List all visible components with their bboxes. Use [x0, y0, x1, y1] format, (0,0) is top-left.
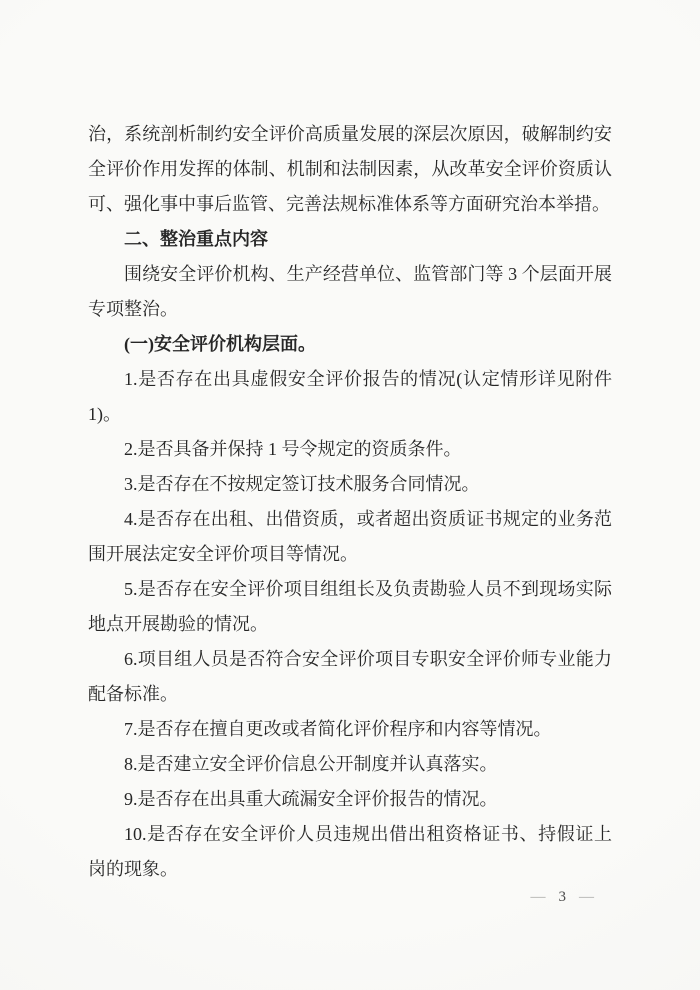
body-paragraph-overview: 围绕安全评价机构、生产经营单位、监管部门等 3 个层面开展专项整治。 — [88, 264, 612, 319]
checklist-item-2: 2.是否具备并保持 1 号令规定的资质条件。 — [124, 439, 462, 459]
page-number-dash-left: — — [530, 889, 546, 905]
checklist-item-7: 7.是否存在擅自更改或者简化评价程序和内容等情况。 — [124, 719, 552, 739]
checklist-item-1: 1.是否存在出具虚假安全评价报告的情况(认定情形详见附件 1)。 — [88, 369, 612, 424]
document-body — [88, 117, 612, 887]
page-number — [531, 887, 595, 907]
subsection-heading: (一)安全评价机构层面。 — [124, 334, 316, 354]
checklist-item-5: 5.是否存在安全评价项目组组长及负责勘验人员不到现场实际地点开展勘验的情况。 — [88, 579, 612, 634]
checklist-item-6: 6.项目组人员是否符合安全评价项目专职安全评价师专业能力配备标准。 — [88, 649, 612, 704]
page-number-value: 3 — [558, 889, 566, 905]
page-number-dash-right: — — [579, 889, 594, 905]
checklist-item-3: 3.是否存在不按规定签订技术服务合同情况。 — [124, 474, 480, 494]
section-heading: 二、整治重点内容 — [124, 229, 268, 250]
checklist-item-4: 4.是否存在出租、出借资质，或者超出资质证书规定的业务范围开展法定安全评价项目等情况。 — [88, 509, 612, 564]
checklist-item-9: 9.是否存在出具重大疏漏安全评价报告的情况。 — [124, 789, 498, 809]
body-paragraph-continuation: 治，系统剖析制约安全评价高质量发展的深层次原因，破解制约安全评价作用发挥的体制、机制和法制因素，从改革安全评价资质认可、强化事中事后监管、完善法规标准体系等方面研究治本举措。 — [88, 124, 612, 214]
checklist-item-8: 8.是否建立安全评价信息公开制度并认真落实。 — [124, 754, 498, 774]
checklist-item-10: 10.是否存在安全评价人员违规出借出租资格证书、持假证上岗的现象。 — [88, 824, 612, 879]
